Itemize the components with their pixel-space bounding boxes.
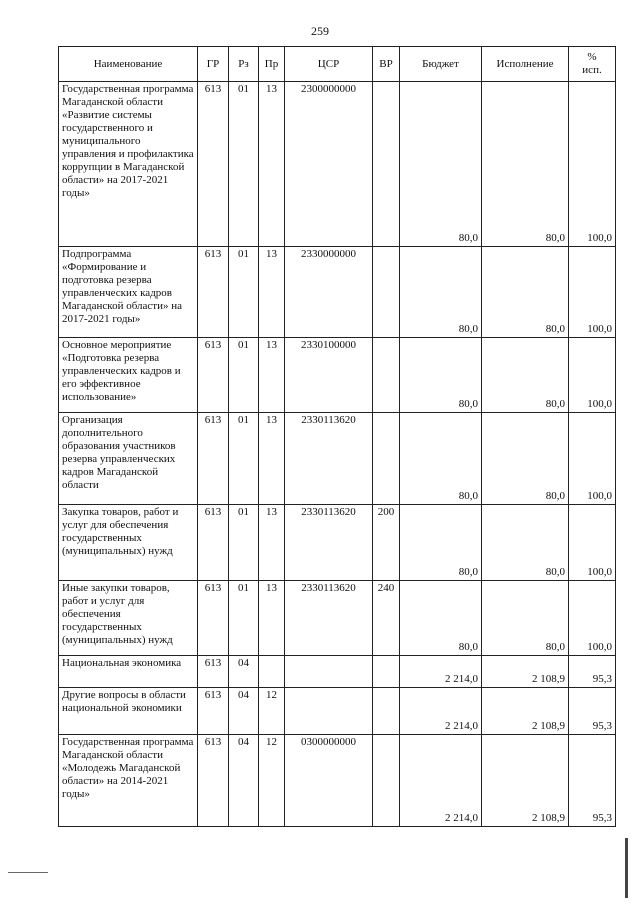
table-row	[59, 338, 616, 413]
row-gr: 613	[198, 735, 229, 827]
row-csr	[285, 688, 373, 735]
row-csr: 2300000000	[285, 82, 373, 247]
row-name: Государственная программа Магаданской области «Развитие системы государственного и муниципального управления и профилактика коррупции в Магаданской области» на 2017-2021 годы»	[59, 82, 198, 247]
table-row	[59, 505, 616, 581]
header-vr: ВР	[373, 47, 400, 82]
row-pr: 12	[259, 735, 285, 827]
row-name: Национальная экономика	[59, 656, 198, 688]
row-execution: 80,0	[482, 581, 569, 656]
row-budget: 80,0	[400, 82, 482, 247]
header-pct	[569, 47, 616, 82]
row-pr	[259, 656, 285, 688]
row-vr: 200	[373, 505, 400, 581]
row-gr: 613	[198, 338, 229, 413]
row-pct: 100,0	[569, 413, 616, 505]
row-rz: 04	[229, 656, 259, 688]
row-vr	[373, 247, 400, 338]
row-pr: 12	[259, 688, 285, 735]
row-csr: 2330000000	[285, 247, 373, 338]
table-row	[59, 735, 616, 827]
row-budget: 2 214,0	[400, 735, 482, 827]
row-rz: 01	[229, 82, 259, 247]
row-name: Другие вопросы в области национальной экономики	[59, 688, 198, 735]
row-pct: 100,0	[569, 505, 616, 581]
row-pct: 100,0	[569, 581, 616, 656]
row-csr: 2330113620	[285, 413, 373, 505]
table-row	[59, 247, 616, 338]
row-csr: 2330113620	[285, 581, 373, 656]
row-vr	[373, 735, 400, 827]
page-number: 259	[311, 24, 329, 38]
row-gr: 613	[198, 505, 229, 581]
row-rz: 01	[229, 505, 259, 581]
header-rz: Рз	[229, 47, 259, 82]
budget-execution-table	[58, 46, 616, 827]
row-pct: 95,3	[569, 656, 616, 688]
row-budget: 80,0	[400, 581, 482, 656]
row-pr: 13	[259, 505, 285, 581]
row-budget: 80,0	[400, 247, 482, 338]
row-name: Закупка товаров, работ и услуг для обеспечения государственных (муниципальных) нужд	[59, 505, 198, 581]
header-budget: Бюджет	[400, 47, 482, 82]
row-budget: 2 214,0	[400, 656, 482, 688]
table-row	[59, 413, 616, 505]
row-rz: 04	[229, 688, 259, 735]
row-vr	[373, 82, 400, 247]
row-pct: 100,0	[569, 247, 616, 338]
header-pr: Пр	[259, 47, 285, 82]
row-vr	[373, 338, 400, 413]
row-execution: 2 108,9	[482, 656, 569, 688]
row-budget: 80,0	[400, 413, 482, 505]
header-gr: ГР	[198, 47, 229, 82]
row-pr: 13	[259, 413, 285, 505]
row-vr	[373, 656, 400, 688]
row-name: Основное мероприятие «Подготовка резерва управленческих кадров и его эффективное использование»	[59, 338, 198, 413]
row-csr: 0300000000	[285, 735, 373, 827]
table-row	[59, 581, 616, 656]
row-gr: 613	[198, 656, 229, 688]
row-csr: 2330113620	[285, 505, 373, 581]
header-pct-label: исп.	[582, 64, 602, 76]
row-vr	[373, 688, 400, 735]
row-name: Подпрограмма «Формирование и подготовка резерва управленческих кадров Магаданской области» на 2017-2021 годы»	[59, 247, 198, 338]
header-name: Наименование	[59, 47, 198, 82]
header-execution: Исполнение	[482, 47, 569, 82]
table-row	[59, 656, 616, 688]
row-execution: 80,0	[482, 505, 569, 581]
row-rz: 01	[229, 338, 259, 413]
row-execution: 2 108,9	[482, 735, 569, 827]
row-gr: 613	[198, 82, 229, 247]
row-gr: 613	[198, 247, 229, 338]
header-pct-symbol: %	[587, 51, 597, 63]
row-pct: 100,0	[569, 82, 616, 247]
row-pr: 13	[259, 581, 285, 656]
row-gr: 613	[198, 688, 229, 735]
row-execution: 2 108,9	[482, 688, 569, 735]
row-gr: 613	[198, 581, 229, 656]
row-csr	[285, 656, 373, 688]
row-budget: 80,0	[400, 505, 482, 581]
row-rz: 01	[229, 413, 259, 505]
row-execution: 80,0	[482, 338, 569, 413]
row-rz: 01	[229, 247, 259, 338]
row-name: Иные закупки товаров, работ и услуг для обеспечения государственных (муниципальных) нужд	[59, 581, 198, 656]
row-rz: 01	[229, 581, 259, 656]
row-execution: 80,0	[482, 247, 569, 338]
table-row	[59, 82, 616, 247]
row-pct: 95,3	[569, 688, 616, 735]
row-vr	[373, 413, 400, 505]
row-pr: 13	[259, 82, 285, 247]
row-vr: 240	[373, 581, 400, 656]
header-csr: ЦСР	[285, 47, 373, 82]
row-name: Государственная программа Магаданской области «Молодежь Магаданской области» на 2014-2021 годы»	[59, 735, 198, 827]
row-pr: 13	[259, 247, 285, 338]
row-budget: 80,0	[400, 338, 482, 413]
row-execution: 80,0	[482, 413, 569, 505]
row-rz: 04	[229, 735, 259, 827]
row-name: Организация дополнительного образования участников резерва управленческих кадров Магаданской области	[59, 413, 198, 505]
row-pr: 13	[259, 338, 285, 413]
scan-edge-mark	[625, 838, 628, 898]
table-row	[59, 688, 616, 735]
row-pct: 95,3	[569, 735, 616, 827]
scan-edge-line	[8, 872, 48, 873]
row-execution: 80,0	[482, 82, 569, 247]
table-header-row	[59, 47, 616, 82]
row-pct: 100,0	[569, 338, 616, 413]
row-gr: 613	[198, 413, 229, 505]
row-csr: 2330100000	[285, 338, 373, 413]
row-budget: 2 214,0	[400, 688, 482, 735]
